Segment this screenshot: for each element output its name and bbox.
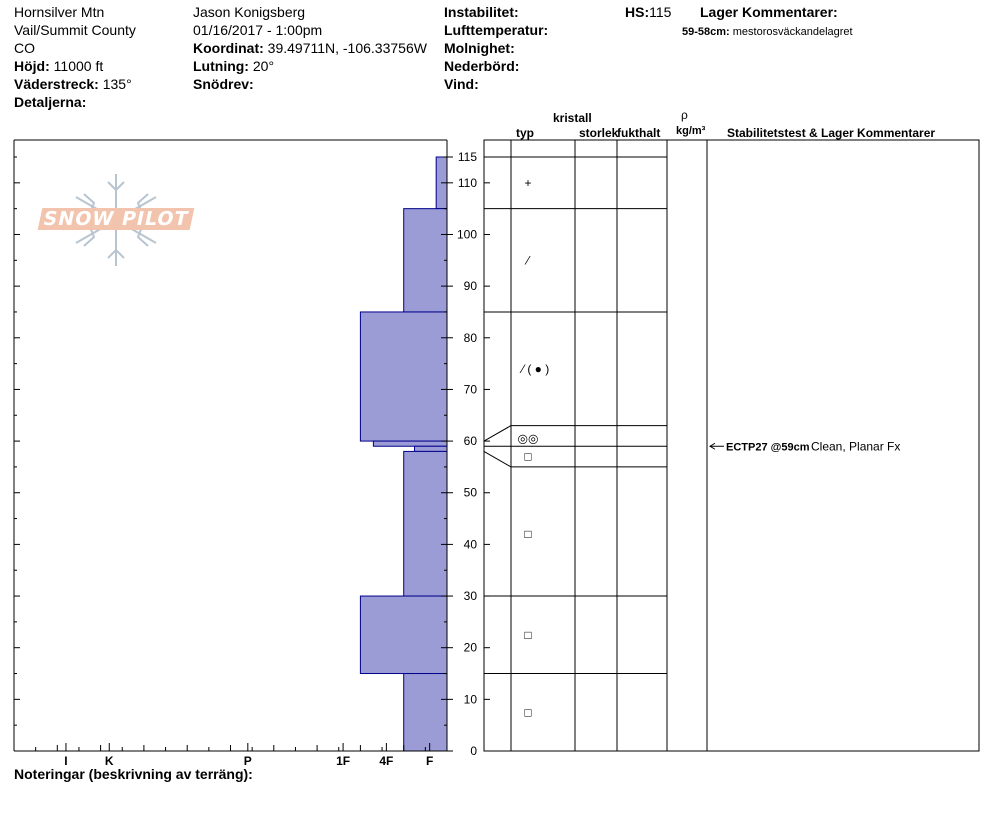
hardness-bar-2	[360, 312, 447, 441]
slope-value: 20°	[252, 58, 275, 74]
col-rho-heading: ρ	[681, 108, 688, 122]
depth-tick-label-70: 70	[463, 382, 477, 397]
depth-tick-label-60: 60	[463, 434, 477, 449]
observation-datetime: 01/16/2017 - 1:00pm	[193, 22, 323, 38]
sky-label: Molnighet:	[444, 40, 515, 56]
grain-symbol-4: □	[524, 449, 532, 464]
hardness-bar-6	[360, 596, 447, 673]
hardness-bar-4	[415, 446, 447, 451]
wind-loading-label: Snödrev:	[193, 76, 254, 92]
layer-boundary-connector	[484, 426, 511, 441]
slope-label: Lutning:	[193, 58, 249, 74]
hardness-tick-label-1F: 1F	[336, 754, 351, 768]
grain-symbol-6: □	[524, 627, 532, 642]
depth-tick-label-20: 20	[463, 640, 477, 655]
instability-label: Instabilitet:	[444, 4, 519, 20]
hardness-tick-label-K: K	[104, 754, 114, 768]
hardness-bar-3	[373, 441, 447, 446]
air-temp-label: Lufttemperatur:	[444, 22, 549, 38]
depth-tick-label-115: 115	[457, 150, 477, 164]
aspect-label: Väderstreck:	[14, 76, 99, 92]
hardness-bar-1	[404, 209, 447, 312]
notes-label: Noteringar (beskrivning av terräng):	[14, 766, 253, 782]
hardness-bar-7	[404, 674, 447, 751]
details-label: Detaljerna:	[14, 94, 87, 110]
precip-label: Nederbörd:	[444, 58, 520, 74]
test-result-0: ECTP27 @59cm	[726, 441, 810, 454]
depth-tick-label-30: 30	[463, 589, 477, 604]
elevation-value: 11000 ft	[53, 58, 104, 74]
hardness-tick-label-P: P	[243, 754, 252, 768]
elevation-label: Höjd:	[14, 58, 50, 74]
depth-tick-label-80: 80	[463, 330, 477, 345]
grain-symbol-0: +	[524, 175, 532, 190]
coordinates-label: Koordinat:	[193, 40, 264, 56]
layer-comments-label: Lager Kommentarer:	[700, 4, 838, 20]
layer-boundary-connector	[484, 451, 511, 466]
observer-name: Jason Konigsberg	[193, 4, 306, 20]
hardness-bar-5	[404, 451, 447, 596]
logo-text: SNOW PILOT	[38, 208, 195, 230]
depth-tick-label-110: 110	[457, 175, 477, 190]
depth-tick-label-0: 0	[470, 744, 477, 758]
grain-symbol-7: □	[524, 705, 532, 720]
hardness-tick-label-I: I	[64, 754, 68, 768]
coordinates-value: 39.49711N, -106.33756W	[267, 40, 427, 56]
grain-symbol-2: ⁄ ( ● )	[522, 361, 550, 376]
grain-symbol-3: ◎◎	[517, 431, 539, 446]
location-name: Hornsilver Mtn	[14, 4, 105, 20]
hardness-tick-label-F: F	[426, 754, 434, 768]
depth-tick-label-90: 90	[463, 279, 477, 294]
hs-label: HS:	[625, 4, 650, 20]
layer-comment-range: 59-58cm:	[682, 26, 730, 38]
hardness-tick-label-4F: 4F	[379, 754, 394, 768]
col-density-heading: kg/m³	[676, 125, 706, 137]
col-type-heading: typ	[516, 126, 534, 140]
hs-value: 115	[649, 4, 672, 20]
grain-symbol-1: ⁄	[526, 253, 530, 268]
layer-comment-text: mestorosväckandelagret	[732, 26, 853, 38]
region-name: Vail/Summit County	[14, 22, 136, 38]
col-stability-heading: Stabilitetstest & Lager Kommentarer	[727, 126, 936, 140]
col-crystal-heading: kristall	[553, 111, 592, 125]
aspect-value: 135°	[102, 76, 132, 92]
depth-tick-label-10: 10	[463, 692, 477, 707]
grain-symbol-5: □	[524, 527, 532, 542]
depth-tick-label-100: 100	[456, 227, 477, 242]
col-size-heading: storlek	[579, 126, 619, 140]
depth-tick-label-50: 50	[463, 485, 477, 500]
wind-label: Vind:	[444, 76, 479, 92]
col-moisture-heading: fukthalt	[617, 126, 661, 140]
test-comment-0: Clean, Planar Fx	[811, 439, 901, 454]
state-name: CO	[14, 40, 35, 56]
depth-tick-label-40: 40	[463, 537, 477, 552]
